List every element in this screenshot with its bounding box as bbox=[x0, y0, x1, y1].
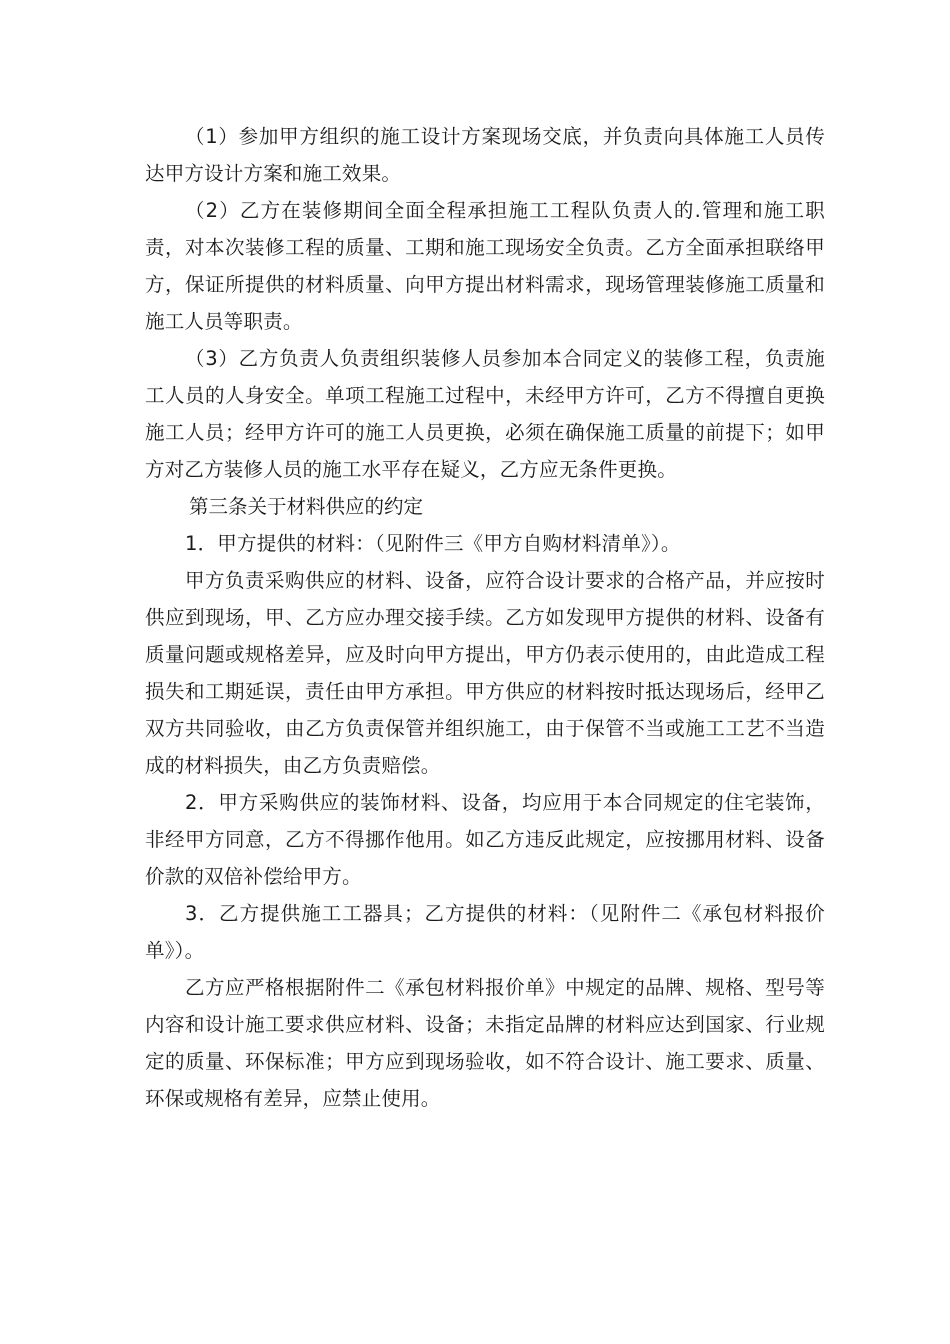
paragraph-clause-2: （2）乙方在装修期间全面全程承担施工工程队负责人的.管理和施工职责，对本次装修工程的质量、工期和施工现场安全负责。乙方全面承担联络甲方，保证所提供的材料质量、向甲方提出材料需求，现场管理装修施工质量和施工人员等职责。 bbox=[145, 199, 825, 333]
paragraph-item-1: 1．甲方提供的材料：（见附件三《甲方自购材料清单》）。 bbox=[185, 532, 681, 555]
paragraph-clause-3: （3）乙方负责人负责组织装修人员参加本合同定义的装修工程，负责施工人员的人身安全。单项工程施工过程中，未经甲方许可，乙方不得擅自更换施工人员；经甲方许可的施工人员更换，必须在确保施工质量的前提下；如甲方对乙方装修人员的施工水平存在疑义，乙方应无条件更换。 bbox=[145, 347, 825, 481]
paragraph-item-3: 3．乙方提供施工工器具；乙方提供的材料：（见附件二《承包材料报价单》）。 bbox=[145, 902, 825, 962]
paragraph-party-b-materials: 乙方应严格根据附件二《承包材料报价单》中规定的品牌、规格、型号等内容和设计施工要求供应材料、设备；未指定品牌的材料应达到国家、行业规定的质量、环保标准；甲方应到现场验收，如不符合设计、施工要求、质量、环保或规格有差异，应禁止使用。 bbox=[145, 976, 825, 1110]
paragraph-item-2: 2．甲方采购供应的装饰材料、设备，均应用于本合同规定的住宅装饰，非经甲方同意，乙方不得挪作他用。如乙方违反此规定，应按挪用材料、设备价款的双倍补偿给甲方。 bbox=[145, 791, 825, 888]
paragraph-party-a-materials: 甲方负责采购供应的材料、设备，应符合设计要求的合格产品，并应按时供应到现场，甲、乙方应办理交接手续。乙方如发现甲方提供的材料、设备有质量问题或规格差异，应及时向甲方提出，甲方仍表示使用的，由此造成工程损失和工期延误，责任由甲方承担。甲方供应的材料按时抵达现场后，经甲乙双方共同验收，由乙方负责保管并组织施工，由于保管不当或施工工艺不当造成的材料损失，由乙方负责赔偿。 bbox=[145, 569, 825, 777]
section-heading-article-3: 第三条关于材料供应的约定 bbox=[189, 495, 424, 518]
paragraph-clause-1: （1）参加甲方组织的施工设计方案现场交底，并负责向具体施工人员传达甲方设计方案和施工效果。 bbox=[145, 125, 825, 185]
document-body bbox=[145, 118, 825, 1117]
